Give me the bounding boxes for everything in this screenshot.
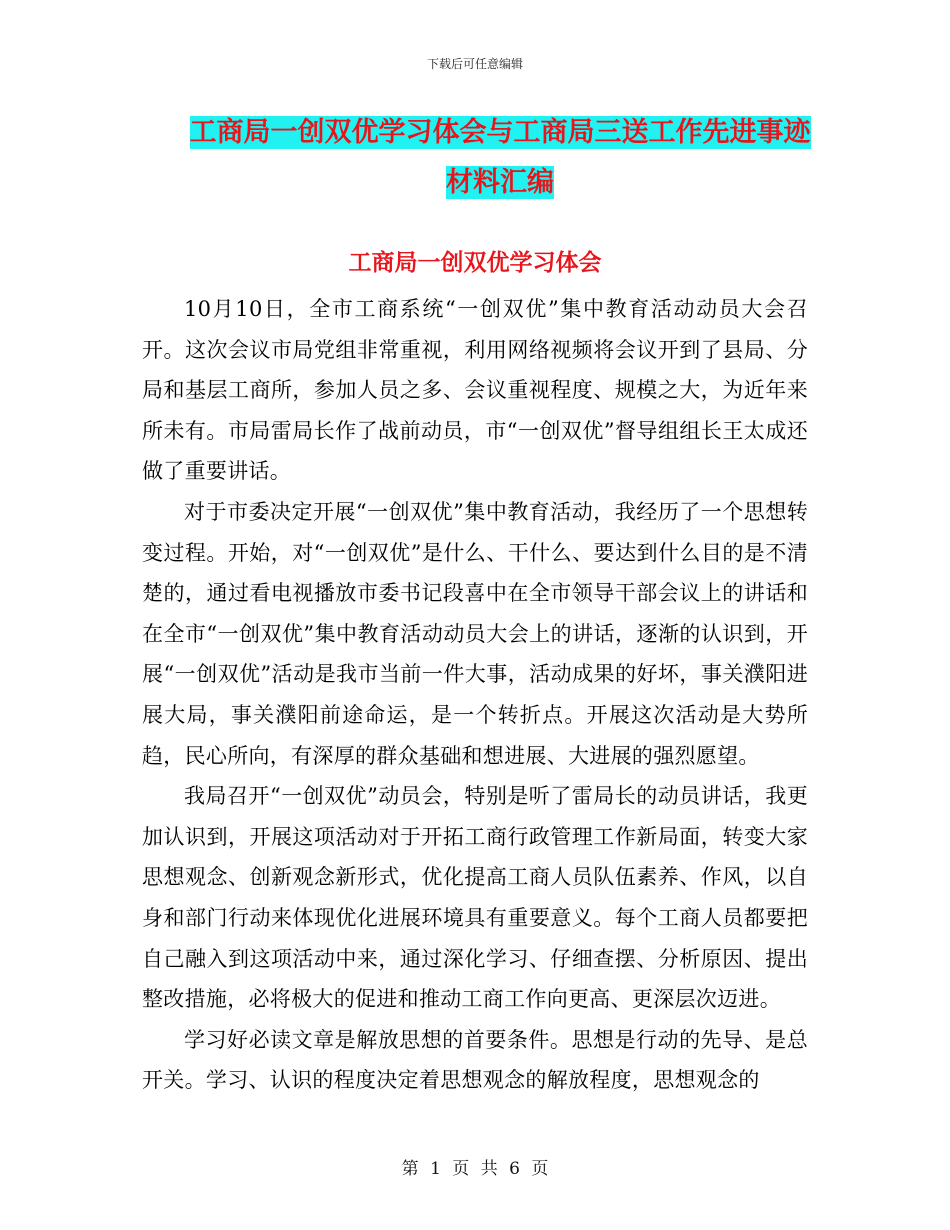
paragraph-2: 对于市委决定开展“一创双优”集中教育活动，我经历了一个思想转变过程。开始，对“一创双优”是什么、干什么、要达到什么目的是不清楚的，通过看电视播放市委书记段喜中在全市领导干部会议上的讲话和在全市“一创双优”集中教育活动动员大会上的讲话，逐渐的认识到，开展“一创双优”活动是我市当前一件大事，活动成果的好坏，事关濮阳进展大局，事关濮阳前途命运，是一个转折点。开展这次活动是大势所趋，民心所向，有深厚的群众基础和想进展、大进展的强烈愿望。 xyxy=(142,499,808,768)
paragraph-4: 学习好必读文章是解放思想的首要条件。思想是行动的先导、是总开关。学习、认识的程度决定着思想观念的解放程度，思想观念的 xyxy=(142,1027,808,1093)
paragraph-1: 10月10日，全市工商系统“一创双优”集中教育活动动员大会召开。这次会议市局党组非常重视，利用网络视频将会议开到了县局、分局和基层工商所，参加人员之多、会议重视程度、规模之大，为近年来所未有。市局雷局长作了战前动员，市“一创双优”督导组组长王太成还做了重要讲话。 xyxy=(142,297,808,484)
page-footer: 第 1 页 共 6 页 xyxy=(401,1159,549,1179)
paragraph-3: 我局召开“一创双优”动员会，特别是听了雷局长的动员讲话，我更加认识到，开展这项活动对于开拓工商行政管理工作新局面，转变大家思想观念、创新观念新形式，优化提高工商人员队伍素养、作风，以自身和部门行动来体现优化进展环境具有重要意义。每个工商人员都要把自己融入到这项活动中来，通过深化学习、仔细查摆、分析原因、提出整改措施，必将极大的促进和推动工商工作向更高、更深层次迈进。 xyxy=(142,784,808,1012)
document-title-line-2: 材料汇编 xyxy=(446,167,554,198)
header-note: 下载后可任意编辑 xyxy=(426,57,523,71)
document-title-line-1: 工商局一创双优学习体会与工商局三送工作先进事迹 xyxy=(189,117,811,148)
section-title: 工商局一创双优学习体会 xyxy=(348,250,602,276)
document-title xyxy=(140,108,860,208)
document-body xyxy=(142,289,808,1101)
